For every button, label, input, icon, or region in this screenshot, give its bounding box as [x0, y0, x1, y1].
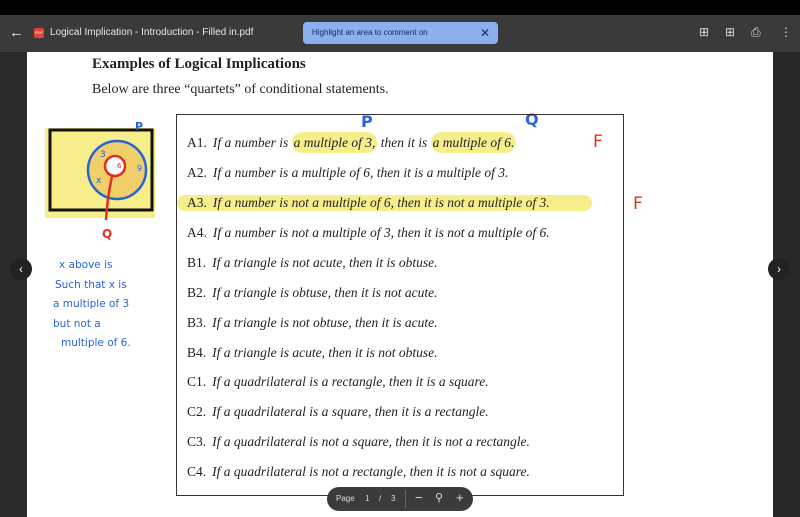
row-label: B3. [187, 315, 207, 330]
statements-box [176, 114, 624, 496]
toast-text: Highlight an area to comment on [312, 28, 428, 37]
row-label: B1. [187, 255, 207, 270]
row-text: If a triangle is not acute, then it is obtuse. [212, 255, 438, 270]
statement-row [187, 374, 489, 390]
zoom-out-icon[interactable]: − [415, 490, 423, 505]
diagram-p-label: P [135, 120, 144, 133]
zoom-in-icon[interactable]: + [456, 490, 464, 505]
total-pages: 3 [391, 494, 396, 503]
note-line: a multiple of 3 [53, 298, 130, 310]
document-title: Logical Implication - Introduction - Filled in.pdf [50, 27, 254, 38]
statement-row [187, 225, 550, 241]
row-text: If a number is not a multiple of 6, then it is not a multiple of 3. [212, 195, 550, 210]
page-label: Page [336, 494, 355, 503]
statement-row [187, 404, 489, 420]
row-text: If a quadrilateral is a rectangle, then it is a square. [212, 374, 489, 389]
next-page-button[interactable]: › [768, 258, 790, 280]
statement-row [187, 255, 438, 271]
statement-row [187, 345, 438, 361]
diagram-q-label: Q [102, 227, 113, 241]
pdf-file-icon: PDF [34, 28, 44, 38]
add-to-drive-icon[interactable]: ⊞ [699, 25, 710, 39]
page-controls [327, 487, 473, 511]
statement-row [187, 315, 438, 331]
diagram-3-label: 3 [100, 150, 106, 160]
row-label: C4. [187, 464, 207, 479]
add-comment-icon[interactable]: ⊞ [725, 25, 736, 39]
q-annotation: Q [525, 110, 539, 129]
statement-row [187, 165, 508, 181]
current-page-input[interactable]: 1 [365, 494, 370, 503]
highlight-q: a multiple of 6. [431, 132, 517, 153]
note-line: x above is [59, 259, 113, 271]
window-top-bar [0, 0, 800, 15]
row-text: If a triangle is not obtuse, then it is acute. [212, 315, 438, 330]
row-text: If a quadrilateral is not a square, then it is not a rectangle. [212, 434, 530, 449]
row-label: C2. [187, 404, 207, 419]
page-separator: / [379, 494, 382, 503]
row-label: B2. [187, 285, 207, 300]
row-text: If a triangle is acute, then it is not obtuse. [212, 345, 438, 360]
false-mark-a3: F [633, 194, 643, 214]
row-text: If a number is not a multiple of 3, then it is not a multiple of 6. [212, 225, 550, 240]
back-arrow-icon[interactable]: ← [9, 24, 24, 41]
thumbnail-strip [0, 52, 27, 517]
previous-page-button[interactable]: ‹ [10, 258, 32, 280]
row-text: If a number is a multiple of 6, then it is a multiple of 3. [212, 165, 509, 180]
close-icon[interactable]: ✕ [479, 26, 490, 40]
row-label: B4. [187, 345, 207, 360]
zoom-fit-icon[interactable]: ⚲ [435, 492, 444, 504]
row-label: A2. [187, 165, 207, 180]
note-line: but not a [53, 317, 101, 330]
row-text: If a quadrilateral is a square, then it is a rectangle. [212, 404, 489, 419]
row-text: If a quadrilateral is not a rectangle, then it is not a square. [212, 464, 530, 479]
page-heading: Examples of Logical Implications [92, 56, 306, 72]
statement-row: A1. If a number is a multiple of 3, then it is a multiple of 6. [187, 135, 516, 151]
row-label: C1. [187, 374, 207, 389]
statement-row [187, 434, 530, 450]
row-label: C3. [187, 434, 207, 449]
row-text: If a triangle is obtuse, then it is not acute. [212, 285, 438, 300]
p-annotation: P [361, 112, 373, 131]
comment-toast [303, 22, 498, 44]
false-mark-a1: F [593, 132, 603, 152]
divider [405, 490, 406, 508]
more-options-icon[interactable]: ⋮ [780, 25, 792, 39]
diagram-x-label: x [96, 176, 102, 186]
diagram-6-label: 6 [117, 162, 122, 170]
viewer-toolbar [0, 15, 800, 52]
print-icon[interactable]: ⎙ [751, 25, 761, 39]
statement-row [187, 464, 530, 480]
pdf-page [27, 52, 773, 517]
row-label: A3. [187, 195, 207, 210]
highlight-p: a multiple of 3, [292, 132, 378, 153]
intro-text: Below are three “quartets” of conditional statements. [92, 82, 389, 97]
statement-row [177, 195, 592, 211]
diagram-9-label: 9 [137, 164, 143, 173]
handwritten-note [53, 256, 131, 354]
note-line: multiple of 6. [61, 337, 131, 349]
row-label: A4. [187, 225, 207, 240]
row-label: A1. [187, 135, 207, 150]
note-line: Such that x is [55, 278, 127, 291]
statement-row [187, 285, 438, 301]
